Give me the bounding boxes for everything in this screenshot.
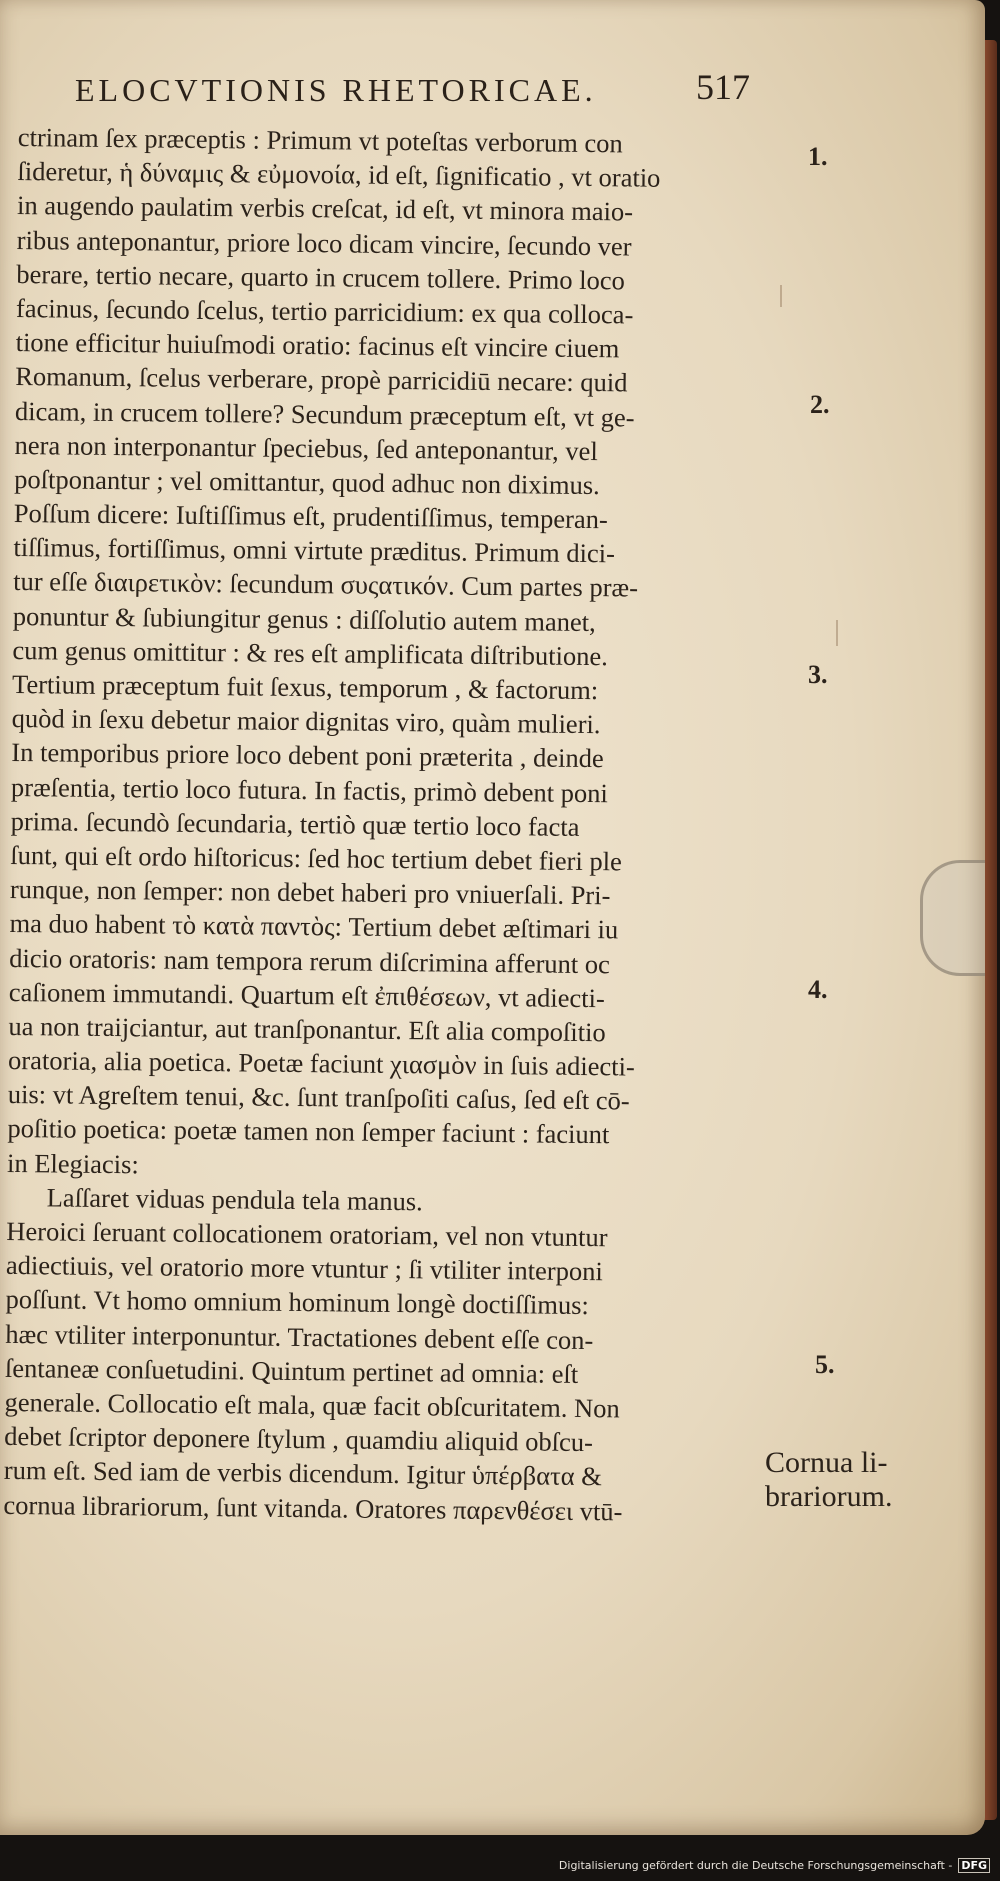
text-line: rum eſt. Sed iam de verbis dicendum. Igitur ὑπέρβατα & (3, 1455, 603, 1492)
running-title: ELOCVTIONIS RHETORICAE. (75, 72, 597, 108)
text-line: uis: vt Agreſtem tenui, &c. ſunt tranſpoſiti caſus, ſed eſt cō- (7, 1079, 630, 1116)
main-text-block (3, 120, 748, 1529)
text-line: ma duo habent τὸ κατὰ παντὸς: Tertium debet æſtimari iu (9, 908, 619, 945)
text-line: cum genus omittitur : & res eſt amplificata diſtributione. (12, 634, 608, 672)
text-line: debet ſcriptor deponere ſtylum , quamdiu aliquid obſcu- (4, 1421, 594, 1458)
page-number: 517 (696, 67, 750, 107)
verse-line: Laſſaret viduas pendula tela manus. (46, 1182, 423, 1217)
text-line: poſitio poetica: poetæ tamen non ſemper faciunt : faciunt (7, 1113, 610, 1150)
text-line: in augendo paulatim verbis creſcat, id eſt, vt minora maio- (16, 190, 634, 227)
text-line: ponuntur & ſubiungitur genus : diſſolutio autem manet, (12, 600, 596, 637)
text-line: ua non traijciantur, aut tranſponantur. Eſt alia compoſitio (8, 1010, 606, 1048)
text-line: generale. Collocatio eſt mala, quæ facit obſcuritatem. Non (4, 1386, 620, 1424)
text-line: prima. ſecundò ſecundaria, tertiò quæ tertio loco facta (10, 805, 580, 842)
text-line: hæc vtiliter interponuntur. Tractationes debent eſſe con- (5, 1318, 594, 1355)
text-line: ſunt, qui eſt ordo hiſtoricus: ſed hoc tertium debet fieri ple (10, 839, 622, 877)
text-line: in Elegiacis: (6, 1147, 139, 1179)
faint-mark (780, 285, 782, 307)
margin-number-2: 2. (810, 390, 830, 419)
running-header (70, 60, 750, 120)
margin-note-line: Cornua li- (765, 1446, 888, 1479)
text-line: quòd in ſexu debetur maior dignitas viro, quàm mulieri. (11, 703, 601, 740)
text-line: nera non interponantur ſpeciebus, ſed anteponantur, vel (14, 429, 598, 466)
faint-mark (836, 620, 838, 646)
text-line: facinus, ſecundo ſcelus, tertio parricidium: ex qua colloca- (15, 292, 634, 330)
text-line: poſſunt. Vt homo omnium hominum longè doctiſſimus: (5, 1284, 590, 1321)
margin-number-4: 4. (808, 975, 828, 1004)
text-line: berare, tertio necare, quarto in crucem tollere. Primo loco (16, 258, 626, 296)
text-line: oratoria, alia poetica. Poetæ faciunt χιασμὸν in ſuis adiecti- (7, 1045, 635, 1082)
margin-note-line: brariorum. (765, 1480, 893, 1513)
text-line: ctrinam ſex præceptis : Primum vt poteſtas verborum con (17, 121, 623, 159)
text-line: Poſſum dicere: Iuſtiſſimus eſt, prudentiſſimus, temperan- (13, 498, 608, 535)
margin-number-3: 3. (808, 660, 828, 689)
text-line: cornua librariorum, ſunt vitanda. Oratores παρενθέσει vtū- (3, 1489, 623, 1526)
text-line: dicio oratoris: nam tempora rerum diſcrimina afferunt oc (9, 942, 611, 979)
paper-clip (920, 860, 985, 976)
text-line: ſideretur, ἡ δύναμις & εὐμονοία, id eſt, ſignificatio , vt oratio (17, 156, 661, 193)
text-line: præſentia, tertio loco futura. In factis, primò debent poni (10, 771, 608, 808)
text-line: tiſſimus, fortiſſimus, omni virtute præditus. Primum dici- (13, 532, 616, 569)
margin-note (765, 1446, 892, 1514)
text-line: ſentaneæ conſuetudini. Quintum pertinet ad omnia: eſt (4, 1352, 579, 1389)
margin-number-1: 1. (808, 142, 828, 171)
text-line: caſionem immutandi. Quartum eſt ἐπιθέσεων, vt adiecti- (8, 976, 605, 1013)
digitization-credit (559, 1858, 990, 1873)
text-line: poſtponantur ; vel omittantur, quod adhuc non diximus. (14, 463, 600, 500)
dfg-logo: DFG (958, 1858, 990, 1873)
text-line: Tertium præceptum fuit ſexus, temporum , & factorum: (11, 668, 599, 706)
text-line: adiectiuis, vel oratorio more vtuntur ; ſi vtiliter interponi (5, 1250, 603, 1287)
text-line: ribus anteponantur, priore loco dicam vincire, ſecundo ver (16, 224, 632, 261)
text-line: runque, non ſemper: non debet haberi pro vniuerſali. Pri- (9, 874, 611, 911)
text-line: tur eſſe διαιρετικὸν: ſecundum συςατικόν. Cum partes præ- (13, 566, 639, 603)
text-line: tione efficitur huiuſmodi oratio: facinus eſt vincire ciuem (15, 327, 620, 364)
text-line: dicam, in crucem tollere? Secundum præceptum eſt, vt ge- (14, 395, 635, 432)
text-line: In temporibus priore loco debent poni præterita , deinde (11, 737, 604, 774)
text-line: Romanum, ſcelus verberare, propè parricidiū necare: quid (15, 361, 628, 398)
text-line: Heroici ſeruant collocationem oratoriam, vel non vtuntur (6, 1215, 608, 1253)
credit-text: Digitalisierung gefördert durch die Deutsche Forschungsgemeinschaft - (558, 1859, 953, 1872)
margin-number-5: 5. (815, 1350, 835, 1379)
